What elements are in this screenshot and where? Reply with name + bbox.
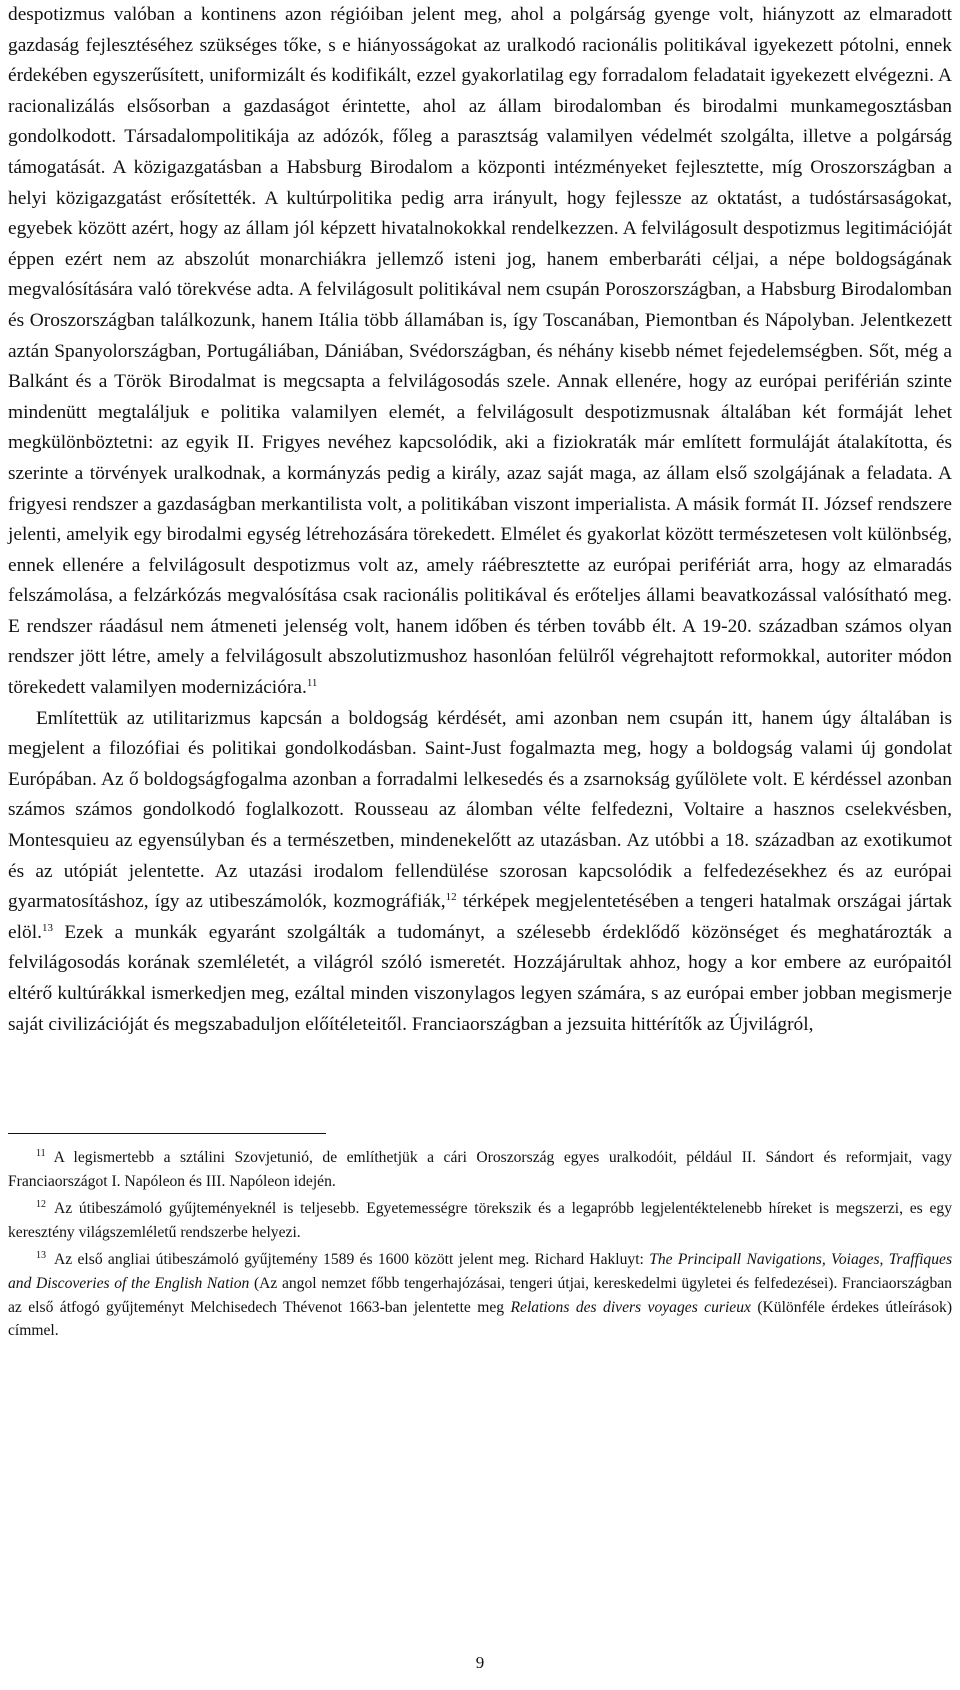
footnote-13-number: 13 xyxy=(36,1250,46,1262)
footnote-ref-11[interactable]: 11 xyxy=(306,677,318,690)
footnote-13-text-c: (Különféle érdekes útleírások) címmel. xyxy=(8,1298,953,1340)
footnote-13 xyxy=(8,1248,952,1342)
footnote-separator xyxy=(8,1133,326,1134)
footnote-13-book-title-french: Relations des divers voyages curieux xyxy=(510,1298,751,1316)
footnote-13-book-title-english: The Principall Navigations, Voiages, Traffiques and Discoveries of the English Nation xyxy=(8,1251,953,1292)
footnote-11-number: 11 xyxy=(36,1148,46,1159)
document-page xyxy=(8,0,952,1690)
paragraph-1-text: despotizmus valóban a kontinens azon régióiban jelent meg, ahol a polgárság gyenge volt, hiányzott az elmaradott gazdaság fejlesztéséhez szükséges tőke, s e hiányosságokat az uralkodó racionális politikával igyekezett pótolni, ennek érdekében egyszerűsített, uniformizált és kodifikált, ezzel gyakorlatilag egy forradalom feladatait igyekezett elvégezni. A racionalizálás elsősorban a gazdaságot érintette, ahol az állam birodalomban és birodalmi munkamegosztásban gondolkodott. Társadalompolitikája az adózók, főleg a parasztság valamilyen védelmét szolgálta, illetve a polgárság támogatását. A közigazgatásban a Habsburg Birodalom a központi intézményeket fejlesztette, míg Oroszországban a helyi közigazgatást erősítették. A kultúrpolitika pedig arra irányult, hogy fejlessze az oktatást, a tudóstársaságokat, egyebek között azért, hogy az állam jól képzett hivatalnokokkal rendelkezzen. A felvilágosult despotizmus legitimációját éppen ezért nem az abszolút monarchiákra jellemző isteni jog, hanem emberbaráti céljai, a népe boldogságának megvalósítására való törekvése adta. A felvilágosult politikával nem csupán Poroszországban, a Habsburg Birodalomban és Oroszországban találkozunk, hanem Itália több államában is, így Toscanában, Piemontban és Nápolyban. Jelentkezett aztán Spanyolországban, Portugáliában, Dániában, Svédországban, és néhány kisebb német fejedelemségben. Sőt, még a Balkánt és a Török Birodalmat is megcsapta a felvilágosodás szele. Annak ellenére, hogy az európai periférián szinte mindenütt megtaláljuk e politika valamilyen elemét, a felvilágosult despotizmusnak általában két formáját lehet megkülönböztetni: az egyik II. Frigyes nevéhez kapcsolódik, aki a fiziokraták már említett formuláját átalakította, és szerinte a törvények uralkodnak, a kormányzás pedig a király, azaz saját maga, az állam első szolgájának a feladata. A frigyesi rendszer a gazdaságban merkantilista volt, a politikában viszont imperialista. A másik formát II. József rendszere jelenti, amelyik egy birodalmi egység létrehozására törekedett. Elmélet és gyakorlat között természetesen volt különbség, ennek ellenére a felvilágosult despotizmus volt az, amely ráébresztette az európai perifériát arra, hogy az elmaradás felszámolása, a felzárkózás megvalósítása csak racionális politikával és erőteljes állami beavatkozással valósítható meg. E rendszer ráadásul nem átmeneti jelenség volt, hanem időben és térben tovább élt. A 19-20. században számos olyan rendszer jött létre, amely a felvilágosult abszolutizmushoz hasonlóan felülről végrehajtott reformokkal, autoriter módon törekedett valamilyen modernizációra. xyxy=(8,4,952,699)
footnotes xyxy=(8,1146,952,1347)
footnote-11-text: A legismertebb a sztálini Szovjetunió, de említhetjük a cári Oroszország egyes uralkodóit, például II. Sándort és reformjait, vagy Franciaországot I. Napóleon és III. Napóleon idején. xyxy=(8,1149,952,1190)
paragraph-2-text-b: térképek megjelentetésében a tengeri hatalmak országai jártak elöl. xyxy=(8,891,953,943)
footnote-12-text: Az útibeszámoló gyűjteményeknél is teljesebb. Egyetemességre törekszik és a legapróbb legjelentéktelenebb híreket is megszerzi, es egy keresztény világszemléletű rendszerbe helyezi. xyxy=(8,1200,952,1241)
footnote-11 xyxy=(8,1146,952,1193)
footnote-ref-12[interactable]: 12 xyxy=(445,891,457,904)
main-text xyxy=(8,0,952,1040)
footnote-12-number: 12 xyxy=(36,1199,46,1211)
page-number: 9 xyxy=(475,1653,485,1672)
paragraph-1 xyxy=(8,0,952,704)
footnote-13-text-a: Az első angliai útibeszámoló gyűjtemény 1589 és 1600 között jelent meg. Richard Hakluyt: xyxy=(54,1251,650,1269)
paragraph-2 xyxy=(8,704,952,1041)
footnote-12 xyxy=(8,1197,952,1244)
paragraph-2-text-a: Említettük az utilitarizmus kapcsán a boldogság kérdését, ami azonban nem csupán itt, hanem úgy általában is megjelent a filozófiai és politikai gondolkodásban. Saint-Just fogalmazta meg, hogy a boldogság valami új gondolat Európában. Az ő boldogságfogalma azonban a forradalmi lelkesedés és a zsarnokság gyűlölete volt. E kérdéssel azonban számos számos gondolkodó foglalkozott. Rousseau az álomban vélte felfedezni, Voltaire a hasznos cselekvésben, Montesquieu az egyensúlyban és a természetben, mindenekelőtt az utazásban. Az utóbbi a 18. században az exotikumot és az utópiát jelentette. Az utazási irodalom fellendülése szorosan kapcsolódik a felfedezésekhez és az európai gyarmatosításhoz, így az utibeszámolók, kozmográfiák, xyxy=(8,707,952,913)
paragraph-2-text-c: Ezek a munkák egyaránt szolgálták a tudományt, a szélesebb érdeklődő közönséget és meghatározták a felvilágosodás korának szemléletét, a világról szóló ismeretét. Hozzájárultak ahhoz, hogy a kor embere az európaitól eltérő kultúrákkal ismerkedjen meg, ezáltal minden viszonylagos legyen számára, s az európai ember jobban megismerje saját civilizációját és megszabaduljon előítéleteitől. Franciaországban a jezsuita hittérítők az Újvilágról, xyxy=(8,921,952,1035)
footnote-ref-13[interactable]: 13 xyxy=(41,921,53,934)
footnote-13-text-b: (Az angol nemzet főbb tengerhajózásai, tengeri útjai, kereskedelmi ügyletei és felfedezései). Franciaországban az első átfogó gyűjteményt Melchisedech Thévenot 1663-ban jelentette meg xyxy=(8,1274,952,1316)
